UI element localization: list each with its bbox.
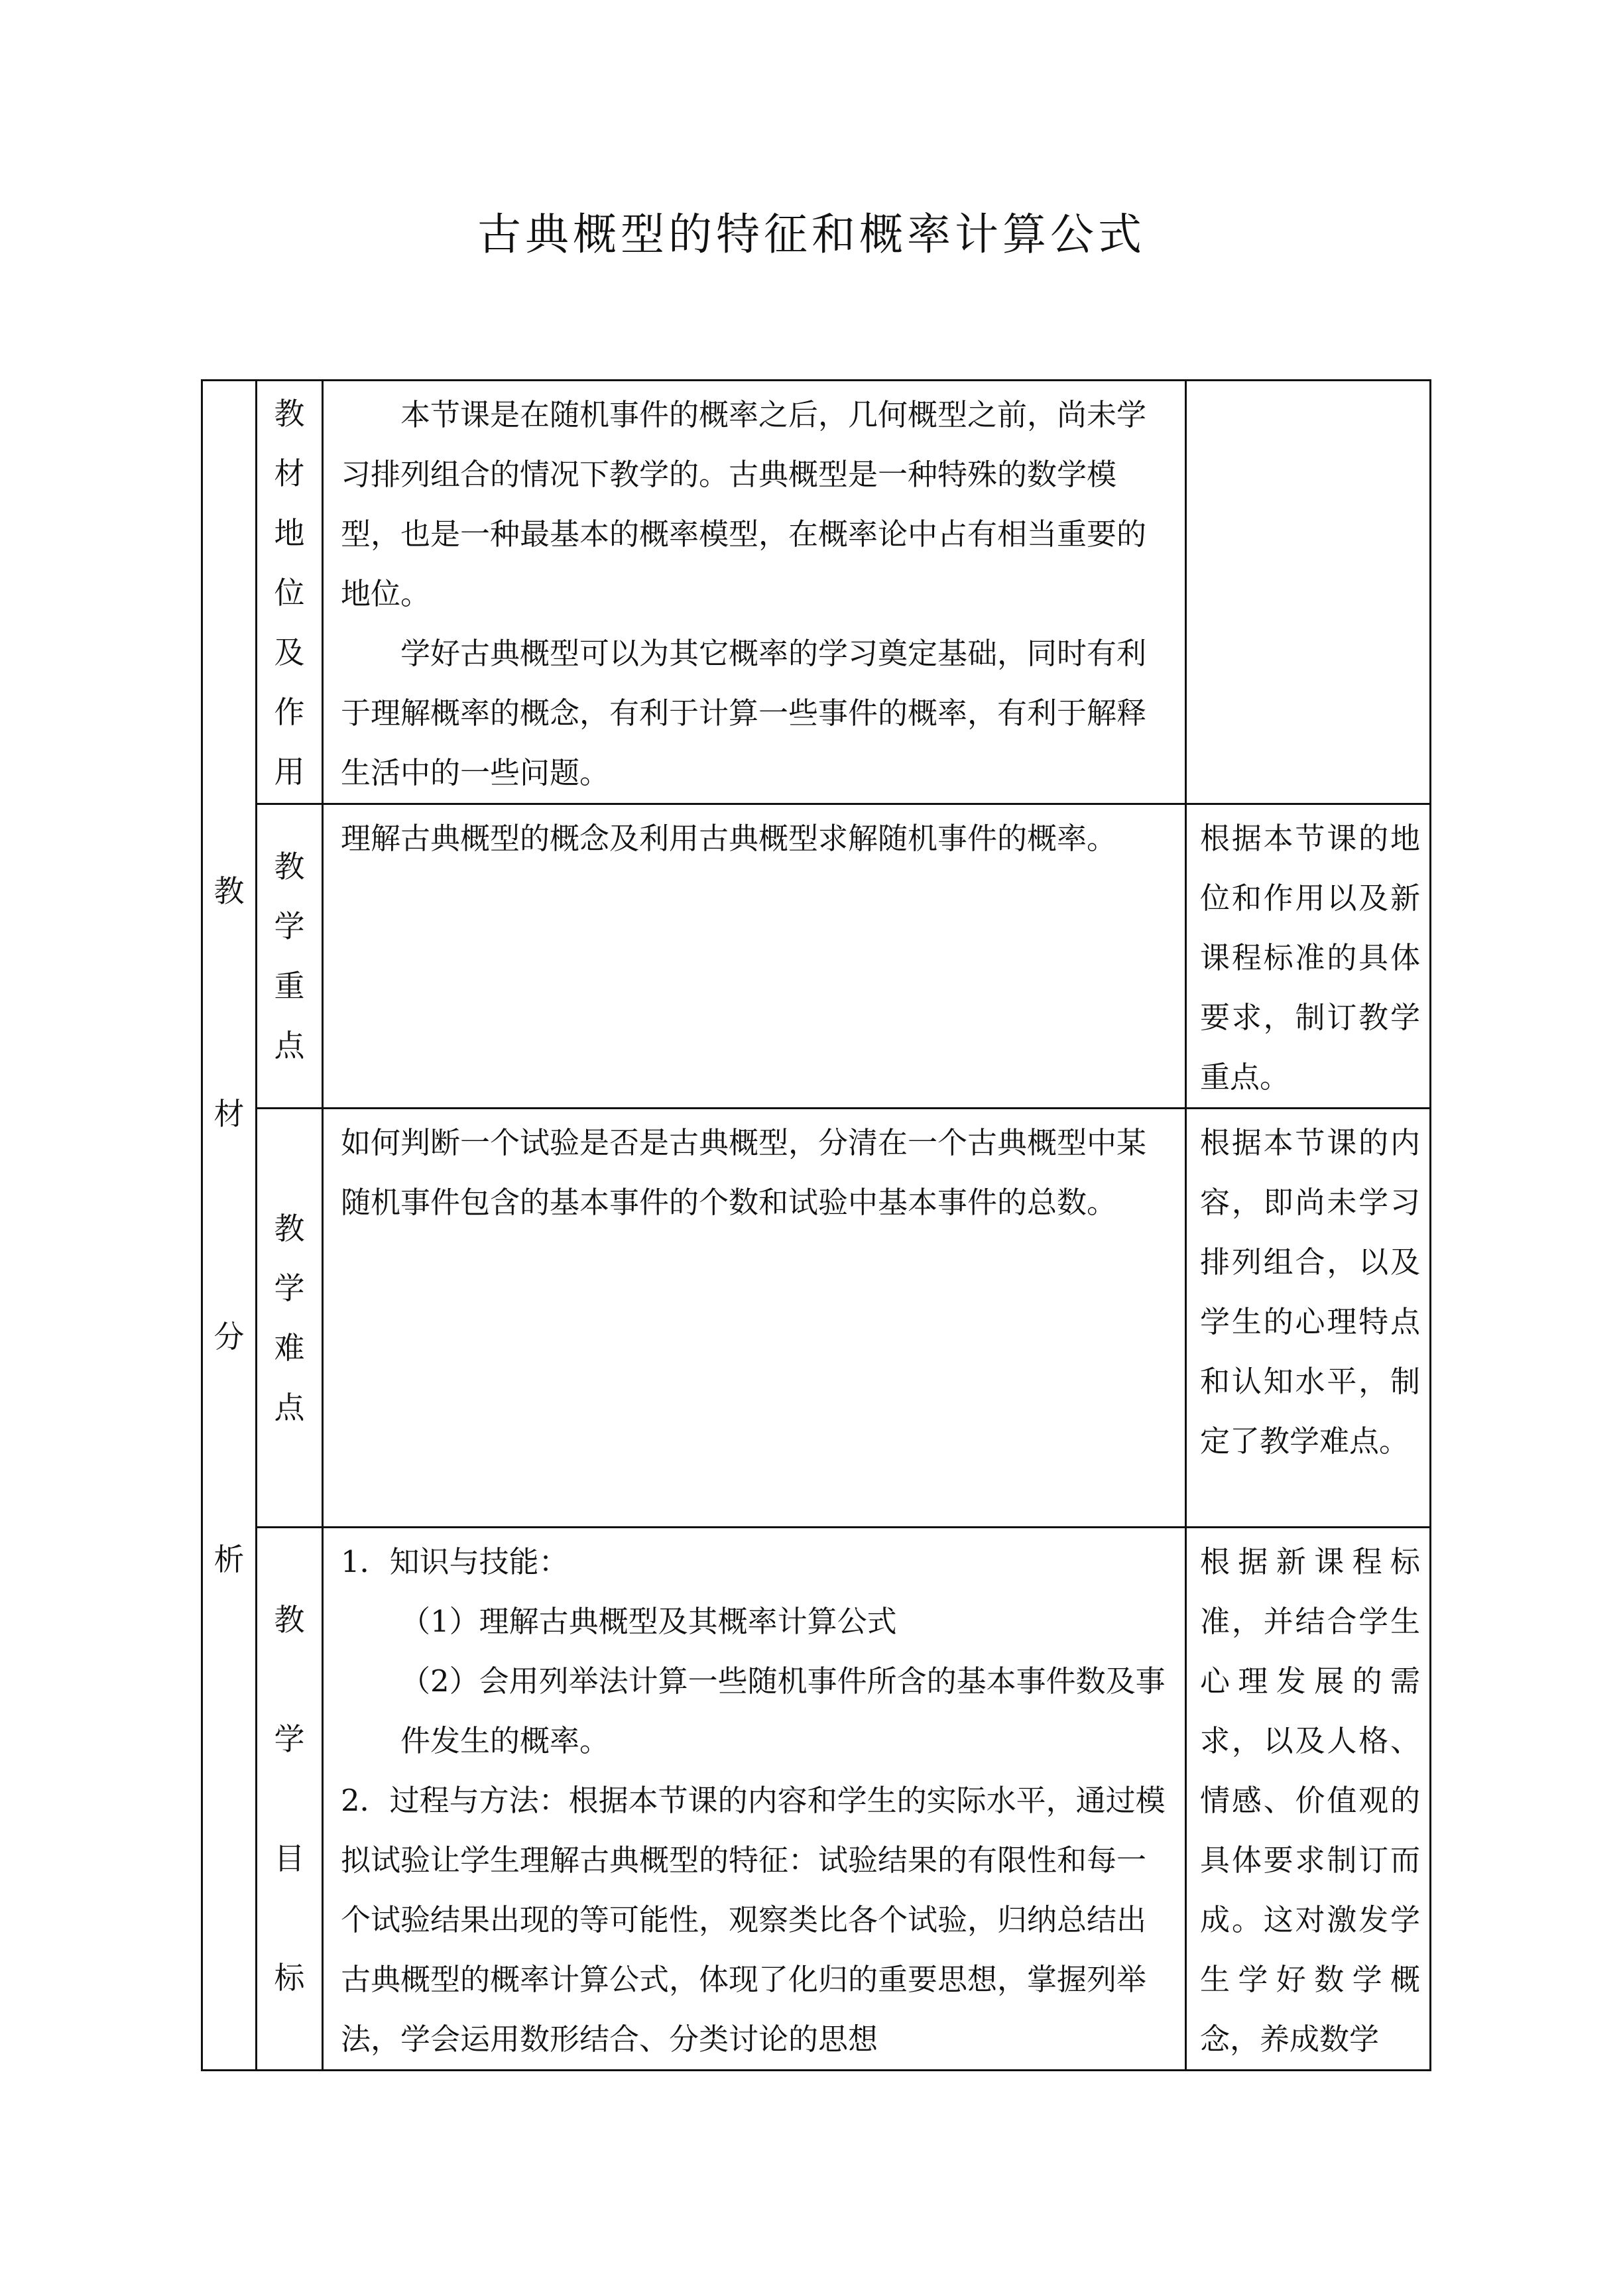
list-item: （1）理解古典概型及其概率计算公式	[400, 1604, 897, 1639]
row-label-char: 材	[274, 455, 305, 491]
list-item: （2）会用列举法计算一些随机事件所含的基本事件数及事件发生的概率。	[400, 1663, 1166, 1758]
content-cell	[323, 804, 1186, 1109]
paragraph: 本节课是在随机事件的概率之后，几何概型之前，尚未学习排列组合的情况下教学的。古典概型是一种特殊的数学模型，也是一种最基本的概率模型，在概率论中占有相当重要的地位。	[341, 397, 1147, 611]
row-label-char: 教	[274, 1210, 305, 1246]
row-label-char: 位	[274, 575, 305, 611]
row-label-char: 点	[274, 1028, 305, 1063]
content-cell	[323, 1109, 1186, 1528]
row-label-char: 作	[274, 694, 305, 730]
row-label-char: 教	[274, 849, 305, 884]
row-label-char: 难	[274, 1329, 305, 1366]
outer-label-char: 分	[213, 1319, 245, 1355]
row-label-char: 标	[274, 1960, 305, 1996]
row-label-char: 及	[274, 634, 305, 670]
row-label-char: 学	[274, 1270, 305, 1306]
row-label-char: 教	[274, 1602, 305, 1638]
table-row	[202, 804, 1431, 1109]
note-cell: 根据新课程标准，并结合学生心理发展的需求，以及人格、情感、价值观的具体要求制订而成。这对激发学生学好数学概念，养成数学	[1186, 1528, 1431, 2071]
row-label-char: 点	[274, 1389, 305, 1425]
note-cell: 根据本节课的地位和作用以及新课程标准的具体要求，制订教学重点。	[1186, 804, 1431, 1109]
outer-label-char: 材	[213, 1096, 245, 1132]
table-row	[202, 381, 1431, 804]
row-label-char: 用	[274, 754, 305, 790]
row-label-char: 目	[274, 1841, 305, 1876]
analysis-table	[201, 379, 1431, 2071]
content-cell	[323, 381, 1186, 804]
table-row	[202, 1109, 1431, 1528]
row-label-char: 学	[274, 908, 305, 944]
document-title: 古典概型的特征和概率计算公式	[477, 209, 1146, 260]
outer-label-char: 析	[213, 1541, 245, 1577]
list-item: 2．过程与方法：根据本节课的内容和学生的实际水平，通过模拟试验让学生理解古典概型的特征：试验结果的有限性和每一个试验结果出现的等可能性，观察类比各个试验，归纳总结出古典概型的概率计算公式，体现了化归的重要思想，掌握列举法，学会运用数形结合、分类讨论的思想	[341, 1783, 1166, 2057]
list-item: 1．知识与技能：	[341, 1544, 569, 1579]
row-label-char: 教	[274, 396, 305, 432]
content-cell	[323, 1528, 1186, 2071]
row-label-cell	[257, 381, 323, 804]
row-label-cell	[257, 1528, 323, 2071]
paragraph: 如何判断一个试验是否是古典概型，分清在一个古典概型中某随机事件包含的基本事件的个数和试验中基本事件的总数。	[341, 1125, 1147, 1220]
row-label-char: 重	[274, 968, 305, 1004]
outer-label-cell	[202, 381, 257, 2071]
row-label-cell	[257, 804, 323, 1109]
paragraph: 学好古典概型可以为其它概率的学习奠定基础，同时有利于理解概率的概念，有利于计算一些事件的概率，有利于解释生活中的一些问题。	[341, 636, 1147, 790]
row-label-char: 地	[274, 515, 305, 551]
note-cell: 根据本节课的内容，即尚未学习排列组合，以及学生的心理特点和认知水平，制定了教学难点。	[1186, 1109, 1431, 1528]
table-row	[202, 1528, 1431, 2071]
outer-label-char: 教	[213, 873, 245, 909]
row-label-char: 学	[274, 1721, 305, 1757]
note-cell	[1186, 381, 1431, 804]
row-label-cell	[257, 1109, 323, 1528]
paragraph: 理解古典概型的概念及利用古典概型求解随机事件的概率。	[341, 821, 1117, 856]
